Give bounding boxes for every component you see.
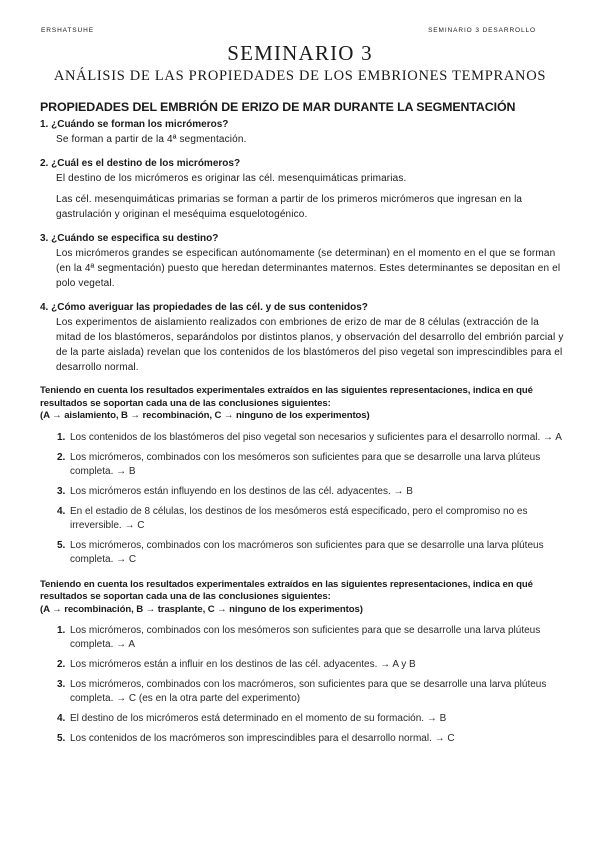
answer-2b: Las cél. mesenquimáticas primarias se forman a partir de los primeros micrómeros que ingresan en la gastrulación y originan el meséquima esquelotogénico. [56, 194, 523, 220]
experiment-block-2 [40, 579, 564, 747]
content [40, 100, 564, 752]
experiment-1-legend: (A → aislamiento, B → recombinación, C → ninguno de los experimentos) [40, 410, 370, 421]
item-number: 5. [57, 733, 66, 744]
item-text: Los micrómeros, combinados con los macrómeros son suficientes para que se desarrolle una larva plúteus completa. → C [70, 539, 544, 565]
item-number: 1. [57, 431, 66, 443]
list-item [40, 485, 564, 499]
header-course: SEMINARIO 3 DESARROLLO [428, 27, 536, 34]
experiment-2-legend: (A → recombinación, B → trasplante, C → ninguno de los experimentos) [40, 603, 363, 615]
question-3: 3. ¿Cuándo se especifica su destino? [40, 233, 219, 244]
item-number: 1. [57, 625, 66, 636]
list-item [40, 451, 564, 479]
section-title: PROPIEDADES DEL EMBRIÓN DE ERIZO DE MAR DURANTE LA SEGMENTACIÓN [40, 100, 516, 114]
item-text: Los contenidos de los macrómeros son imprescindibles para el desarrollo normal. → C [70, 733, 455, 744]
item-number: 2. [57, 659, 66, 670]
header-author: ERSHATSUHE [41, 27, 94, 34]
item-text: Los micrómeros, combinados con los macrómeros, son suficientes para que se desarrolle una larva plúteus completa. → C (es en la otra parte del experimento) [70, 679, 547, 704]
answer-3: Los micrómeros grandes se especifican autónomamente (se determinan) en el momento en el que se forman (en la 4ª segmentación) puesto que heredan determinantes maternos. Estes determinantes se depositan en el polo vegetal. [56, 248, 561, 289]
experiment-2-intro: Teniendo en cuenta los resultados experimentales extraídos en las siguientes representaciones, indica en qué resultados se soportan cada una de las conclusiones siguientes: [40, 578, 533, 602]
list-item [40, 712, 564, 726]
item-number: 4. [57, 713, 66, 724]
experiment-1-list [40, 431, 564, 567]
item-number: 5. [57, 539, 66, 551]
item-number: 3. [57, 485, 66, 497]
page-subtitle: ANÁLISIS DE LAS PROPIEDADES DE LOS EMBRIONES TEMPRANOS [53, 68, 547, 84]
list-item [40, 678, 564, 706]
item-number: 4. [57, 505, 66, 517]
item-text: En el estadio de 8 células, los destinos de los mesómeros está especificado, pero el compromiso no es irreversible. → C [70, 505, 528, 531]
experiment-1-intro: Teniendo en cuenta los resultados experimentales extraídos en las siguientes representaciones, indica en qué resultados se soportan cada una de las conclusiones siguientes: [40, 385, 533, 409]
item-text: Los micrómeros, combinados con los mesómeros son suficientes para que se desarrolle una larva plúteus completa. → B [70, 451, 541, 477]
item-text: El destino de los micrómeros está determinado en el momento de su formación. → B [70, 713, 447, 724]
item-text: Los micrómeros están influyendo en los destinos de las cél. adyacentes. → B [70, 485, 413, 497]
page-title: SEMINARIO 3 [227, 41, 373, 65]
item-text: Los micrómeros están a influir en los destinos de las cél. adyacentes. → A y B [70, 659, 416, 670]
list-item [40, 505, 564, 533]
item-number: 3. [57, 679, 66, 690]
experiment-block-1 [40, 385, 564, 567]
item-number: 2. [57, 451, 66, 463]
question-1: 1. ¿Cuándo se forman los micrómeros? [40, 119, 229, 130]
list-item [40, 624, 564, 652]
experiment-2-list [40, 624, 564, 746]
answer-1: Se forman a partir de la 4ª segmentación. [56, 134, 247, 145]
list-item [40, 431, 564, 445]
list-item [40, 539, 564, 567]
list-item [40, 658, 564, 672]
item-text: Los micrómeros, combinados con los mesómeros son suficientes para que se desarrolle una larva plúteus completa. → A [70, 625, 541, 650]
question-2: 2. ¿Cuál es el destino de los micrómeros? [40, 158, 241, 169]
answer-4: Los experimentos de aislamiento realizados con embriones de erizo de mar de 8 células (extracción de la mitad de los blastómeros, separándolos por distintos planos, y observación del desarrollo del embrión parcial y de la parte aislada) revelan que los contenidos de los blastómeros del piso vegetal son imprescindibles para el desarrollo normal. [56, 317, 564, 373]
list-item [40, 732, 564, 746]
answer-2a: El destino de los micrómeros es originar las cél. mesenquimáticas primarias. [56, 173, 407, 184]
item-text: Los contenidos de los blastómeros del piso vegetal son necesarios y suficientes para el desarrollo normal. → A [70, 431, 562, 443]
question-4: 4. ¿Cómo averiguar las propiedades de las cél. y de sus contenidos? [40, 302, 368, 313]
